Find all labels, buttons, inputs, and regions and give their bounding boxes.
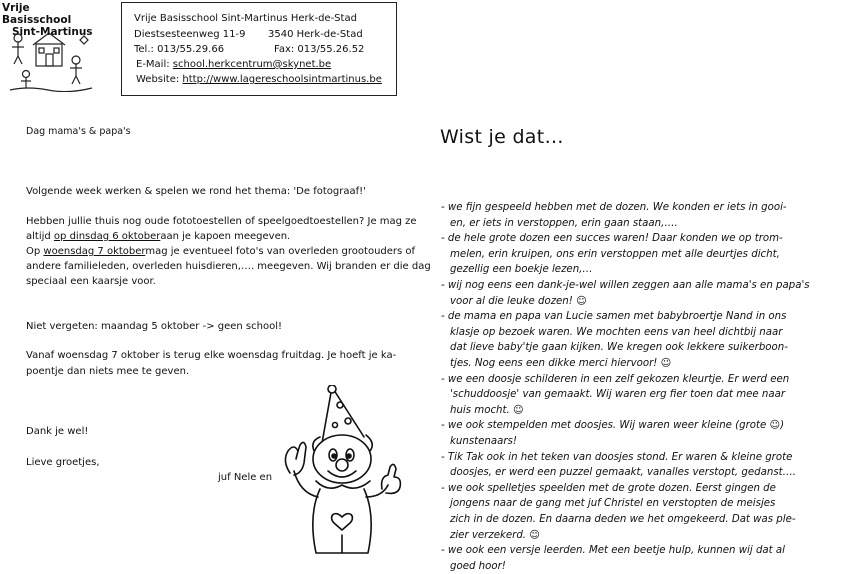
wist-list-line: - de mama en papa van Lucie samen met babybroertje Nand in ons	[441, 311, 787, 323]
wist-list-line: - de hele grote dozen een succes waren! Daar konden we op trom-	[441, 233, 783, 245]
wist-list-line: tjes. Nog eens een dikke merci hiervoor! ☺	[450, 358, 672, 369]
logo-title-line1: Vrije Basisschool	[2, 2, 72, 26]
wist-list-line: dat lieve baby'tje gaan kijken. We kregen ook lekkere suikerboon-	[450, 342, 788, 354]
letter-p2-line1	[26, 244, 415, 260]
clown-illustration	[272, 385, 412, 560]
wist-list-line: melen, erin kruipen, ons erin verstoppen met alle deurtjes dicht,	[450, 248, 780, 260]
school-address-box	[121, 2, 397, 96]
letter-reminder: Niet vergeten: maandag 5 oktober -> geen school!	[26, 321, 282, 332]
wist-je-dat-title: Wist je dat…	[440, 126, 564, 148]
wist-list-line: - we een doosje schilderen in een zelf gekozen kleurtje. Er werd een	[441, 373, 790, 385]
website-label: Website:	[136, 74, 183, 85]
letter-thanks: Dank je wel!	[26, 426, 89, 437]
wist-list-line: doosjes, er werd een puzzel gemaakt, vanalles verstopt, gedanst….	[450, 467, 797, 479]
wist-list-line: gezellig een boekje lezen,…	[450, 264, 593, 276]
letter-p2-line2: andere familieleden, overleden huisdieren,…. meegeven. Wij branden er die dag	[26, 261, 431, 272]
school-city: 3540 Herk-de-Stad	[268, 29, 363, 40]
wist-list-line: goed hoor!	[450, 560, 506, 572]
school-street: Diestsesteenweg 11-9	[134, 29, 246, 40]
letter-p1-line2	[26, 229, 290, 245]
letter-signature: juf Nele en	[218, 472, 273, 483]
wist-list-line: - we ook spelletjes speelden met de grote dozen. Eerst gingen de	[441, 482, 776, 494]
wist-list-line: 'schuddoosje' van gemaakt. Wij waren erg fier toen dat mee naar	[450, 389, 786, 401]
wist-list-line: zier verzekerd. ☺	[450, 529, 540, 541]
text-span: altijd	[26, 231, 54, 242]
wist-list-line: zich in de dozen. En daarna deden we het omgekeerd. Dat was ple-	[450, 514, 796, 525]
school-fax: Fax: 013/55.26.52	[274, 44, 365, 55]
wist-list-line: kunstenaars!	[450, 436, 517, 447]
school-email-line	[136, 58, 331, 71]
wist-list-line: - we ook stempelden met doosjes. Wij waren weer kleine (grote ☺)	[441, 420, 785, 432]
logo-title-line2: Sint-Martinus	[12, 26, 93, 38]
text-span: aan je kapoen meegeven.	[160, 231, 291, 242]
letter-p2-line3: speciaal een kaarsje voor.	[26, 276, 156, 287]
wist-list-line: - we ook een versje leerden. Met een beetje hulp, kunnen wij dat al	[441, 545, 785, 557]
school-website-line	[136, 73, 382, 86]
letter-regards: Lieve groetjes,	[26, 457, 100, 468]
letter-fruit-line1: Vanaf woensdag 7 oktober is terug elke woensdag fruitdag. Je hoeft je ka-	[26, 350, 397, 361]
text-span: mag je eventueel foto's van overleden grootouders of	[145, 246, 416, 257]
wist-list-line: voor al die leuke dozen! ☺	[450, 295, 587, 307]
text-span: Op	[26, 246, 44, 257]
date-highlight: op dinsdag 6 oktober	[53, 231, 161, 242]
school-telephone: Tel.: 013/55.29.66	[134, 44, 225, 55]
wist-list-line: - wij nog eens een dank-je-wel willen zeggen aan alle mama's en papa's	[441, 280, 810, 291]
wist-list-line: jongens naar de gang met juf Christel en verstopten de meisjes	[450, 498, 776, 510]
school-logo-drawing	[8, 30, 94, 92]
email-label: E-Mail:	[136, 59, 173, 70]
letter-fruit-line2: poentje dan niets mee te geven.	[26, 366, 190, 377]
school-website-link[interactable]: http://www.lagereschoolsintmartinus.be	[182, 74, 382, 85]
wist-list-line: - Tik Tak ook in het teken van doosjes stond. Er waren & kleine grote	[441, 451, 793, 463]
school-name: Vrije Basisschool Sint-Martinus Herk-de-Stad	[134, 13, 357, 24]
letter-greeting: Dag mama's & papa's	[26, 126, 131, 137]
letter-theme: Volgende week werken & spelen we rond het thema: 'De fotograaf!'	[26, 186, 366, 197]
wist-list-line: huis mocht. ☺	[450, 404, 524, 416]
wist-list-line: klasje op bezoek waren. We mochten eens van heel dichtbij naar	[450, 326, 783, 338]
date-highlight: woensdag 7 oktober	[43, 246, 146, 257]
wist-list-line: - we fijn gespeeld hebben met de dozen. We konden er iets in gooi-	[441, 202, 787, 213]
wist-list-line: en, er iets in verstoppen, erin gaan staan,….	[450, 217, 678, 229]
letter-p1-line1: Hebben jullie thuis nog oude fototoestellen of speelgoedtoestellen? Je mag ze	[26, 216, 417, 227]
school-email-link[interactable]: school.herkcentrum@skynet.be	[172, 59, 332, 70]
